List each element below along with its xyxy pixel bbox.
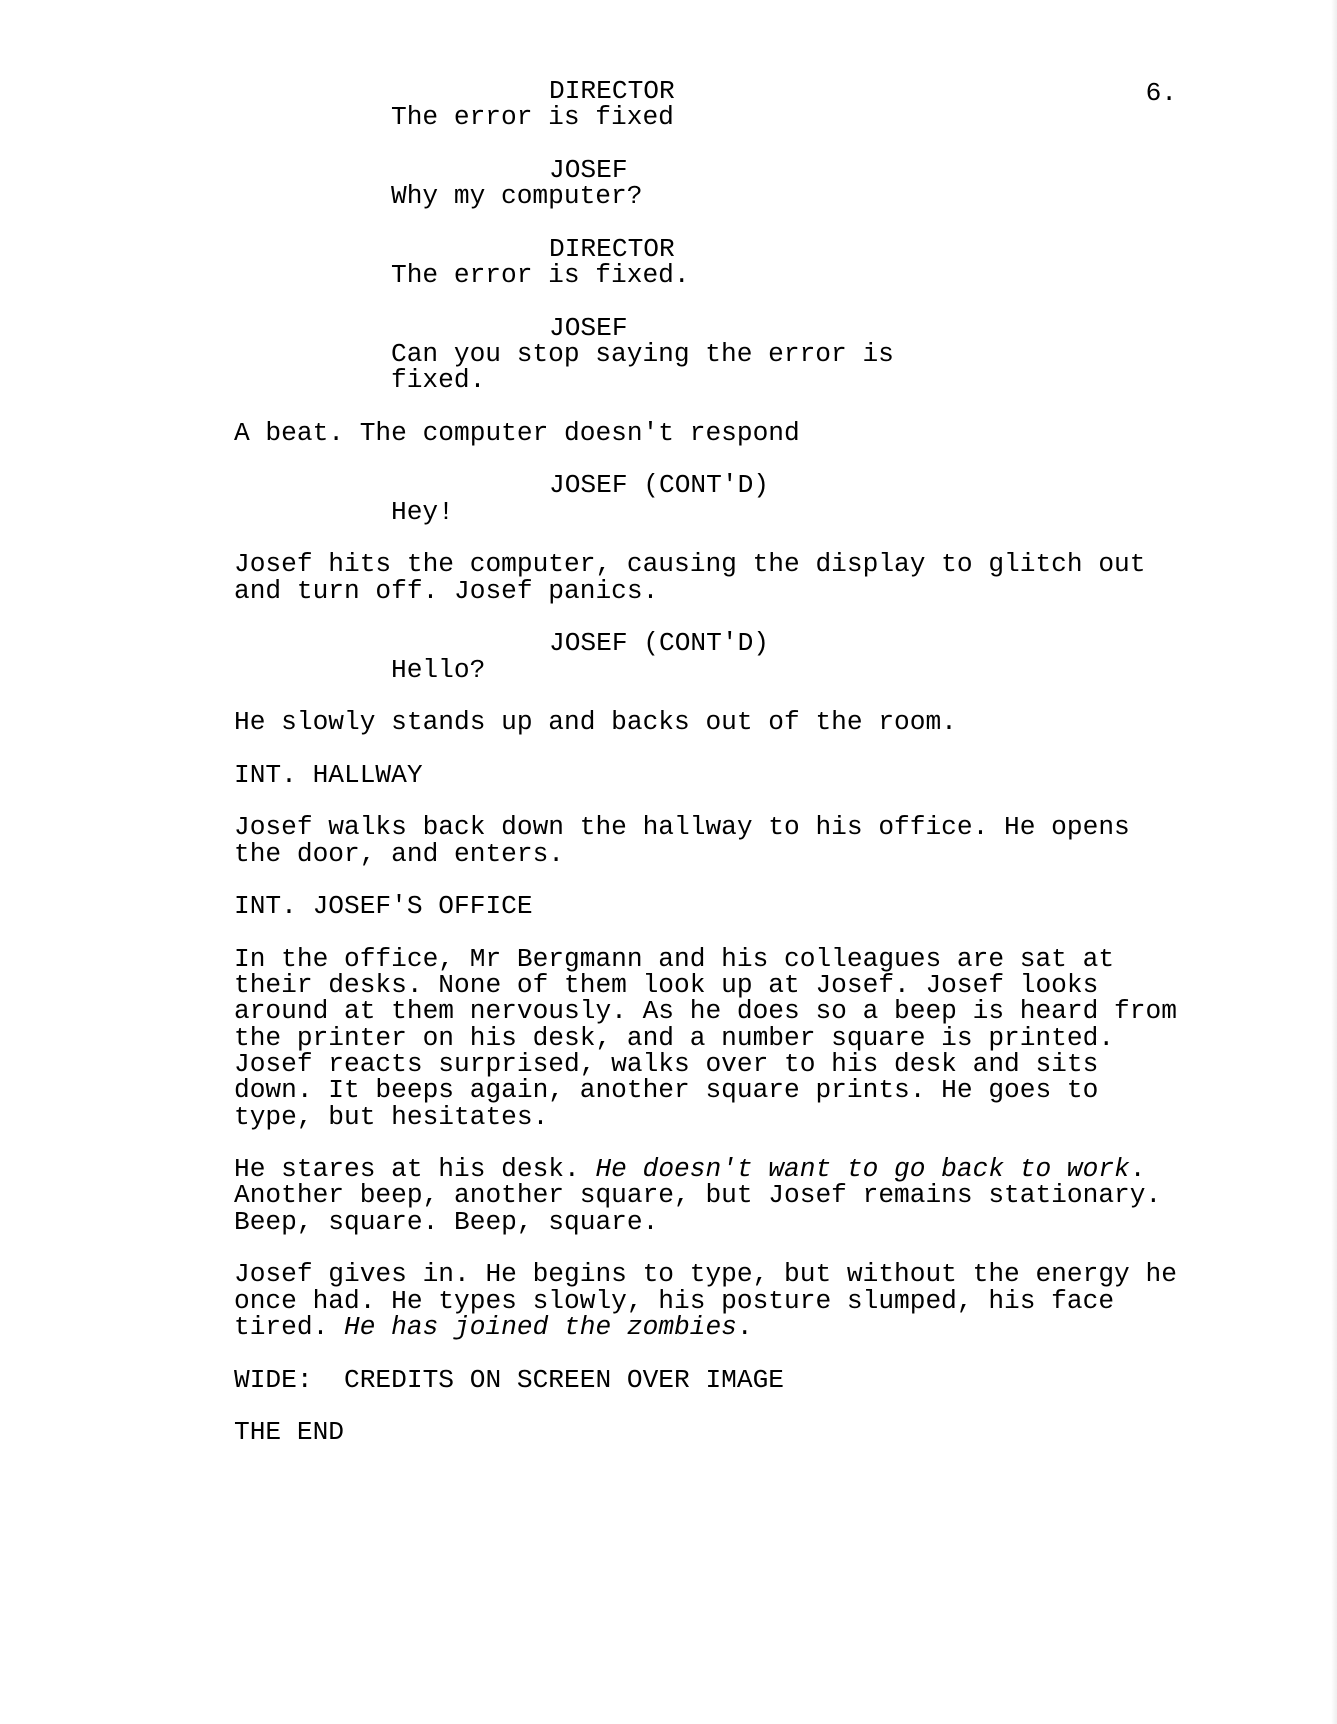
character-cue: JOSEF xyxy=(549,312,628,343)
scene-heading: INT. HALLWAY xyxy=(234,759,423,790)
action-text: . Another beep, another square, but Josef remains stationary. Beep, square. Beep, square. xyxy=(234,1154,1162,1237)
character-cue: DIRECTOR xyxy=(549,76,675,106)
page-number: 6. xyxy=(1145,78,1177,108)
dialogue-line: Hey! xyxy=(391,496,454,527)
dialogue-line: Why my computer? xyxy=(391,181,643,212)
action-line: He slowly stands up and backs out of the room. xyxy=(234,707,957,738)
action-text: Josef gives in. He begins to type, but without the energy he once had. He types slowly, his posture slumped, his face tired. xyxy=(234,1259,1177,1342)
action-line xyxy=(234,1261,1234,1340)
end-marker: THE END xyxy=(234,1417,345,1448)
dialogue-line: Hello? xyxy=(391,654,486,685)
character-cue: JOSEF (CONT'D) xyxy=(549,628,770,659)
page-edge xyxy=(1331,0,1337,1724)
action-line: Josef walks back down the hallway to his office. He opens the door, and enters. xyxy=(234,812,1130,869)
character-cue: JOSEF (CONT'D) xyxy=(549,470,770,501)
dialogue-line: The error is fixed xyxy=(391,102,674,133)
action-text: He stares at his desk. xyxy=(234,1154,596,1185)
action-text: . xyxy=(736,1311,753,1342)
dialogue-line: Can you stop saying the error is fixed. xyxy=(391,338,894,396)
action-line: A beat. The computer doesn't respond xyxy=(234,417,800,448)
action-line: In the office, Mr Bergmann and his colleagues are sat at their desks. None of them look up at Josef. Josef looks around at them nervously. As he does so a beep is heard from the printer on his desk, and a number square is printed. Josef reacts surprised, walks over to his desk and sits down. It beeps again, another square prints. He goes to type, but hesitates. xyxy=(234,943,1177,1132)
action-line xyxy=(234,1156,1234,1235)
scene-heading: INT. JOSEF'S OFFICE xyxy=(234,891,533,922)
action-emphasis: He has joined the zombies xyxy=(344,1311,737,1342)
character-cue: JOSEF xyxy=(549,154,628,185)
character-cue: DIRECTOR xyxy=(549,233,675,264)
action-line: Josef hits the computer, causing the display to glitch out and turn off. Josef panics. xyxy=(234,549,1146,606)
action-emphasis: He doesn't want to go back to work xyxy=(595,1154,1130,1185)
dialogue-line: The error is fixed. xyxy=(391,260,690,291)
shot-heading: WIDE: CREDITS ON SCREEN OVER IMAGE xyxy=(234,1364,785,1395)
screenplay-body xyxy=(234,76,1234,1448)
